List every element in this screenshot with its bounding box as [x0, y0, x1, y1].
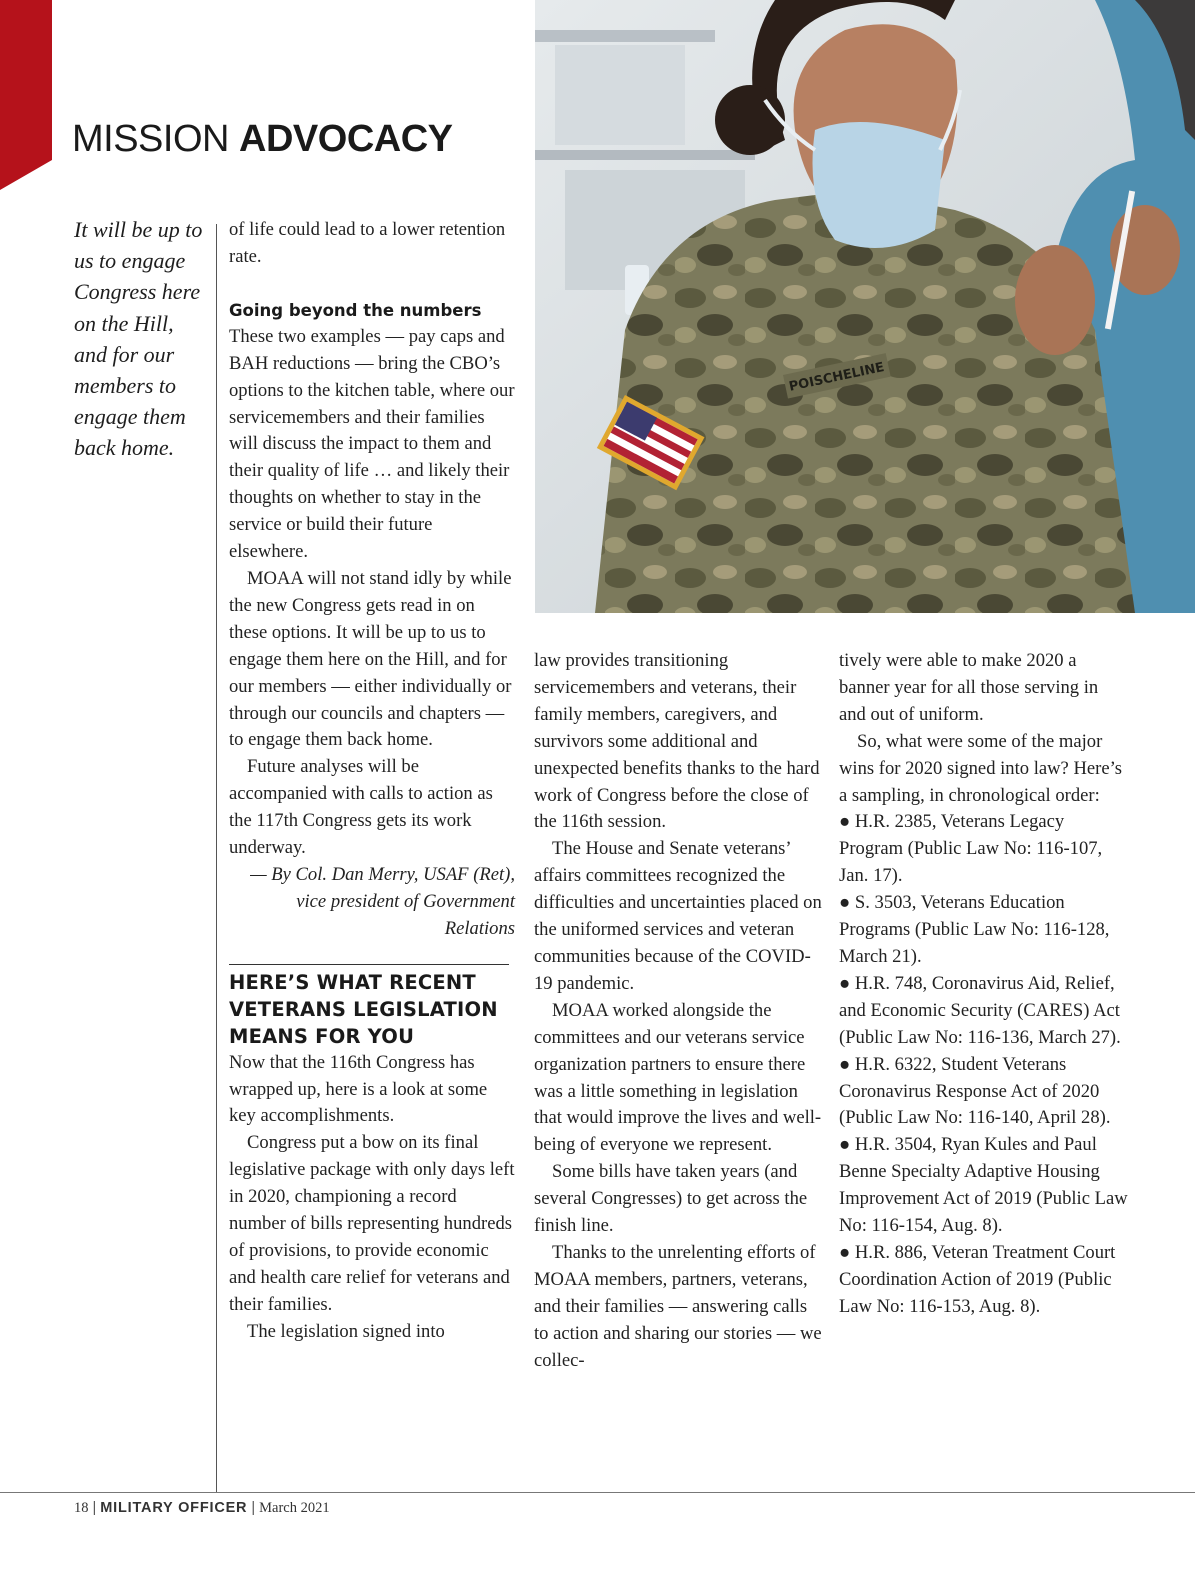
paragraph: Some bills have taken years (and several Congresses) to get across the finish line. — [534, 1161, 808, 1237]
photo-illustration — [535, 0, 1195, 613]
section-title-bold: ADVOCACY — [239, 118, 453, 160]
bill-list-item: ● H.R. 3504, Ryan Kules and Paul Benne Specialty Adaptive Housing Improvement Act of 2019 (Public Law No: 116-154, Aug. 8). — [839, 1134, 1128, 1237]
paragraph: law provides transitioning servicemembers and veterans, their family members, caregivers, and survivors some additional and unexpected benefits thanks to the hard work of Congress before the close of the 116th session. — [534, 650, 820, 833]
bill-list-item: ● H.R. 748, Coronavirus Aid, Relief, and Economic Security (CARES) Act (Public Law No: 116-136, March 27). — [839, 972, 1121, 1048]
paragraph: These two examples — pay caps and BAH reductions — bring the CBO’s options to the kitchen table, where our servicemembers and their families will discuss the impact to them and their quality of life … and likely their thoughts on whether to stay in the service or build their future elsewhere. — [229, 325, 515, 563]
paragraph: MOAA worked alongside the committees and our veterans service organization partners to ensure there was a little something in legislation that would improve the lives and well-being of everyone we represent. — [534, 999, 822, 1156]
footer-separator: | — [251, 1500, 256, 1516]
paragraph: The House and Senate veterans’ affairs committees recognized the difficulties and uncertainties placed on the uniformed services and veteran communities because of the COVID-19 pandemic. — [534, 838, 822, 994]
paragraph: of life could lead to a lower retention rate. — [229, 219, 506, 267]
article-column-3 — [839, 648, 1129, 1321]
article-column-1 — [229, 217, 515, 1346]
page-number: 18 — [74, 1500, 89, 1516]
subhead: Going beyond the numbers — [229, 300, 482, 320]
section-accent-tab — [0, 0, 52, 190]
sidebar-headline: HERE’S WHAT RECENT VETERANS LEGISLATION MEANS FOR YOU — [229, 970, 498, 1048]
bill-list-item: ● H.R. 886, Veteran Treatment Court Coordination Action of 2019 (Public Law No: 116-153, Aug. 8). — [839, 1241, 1116, 1317]
paragraph: So, what were some of the major wins for 2020 signed into law? Here’s a sampling, in chronological order: — [839, 730, 1122, 806]
footer-separator: | — [92, 1500, 97, 1516]
article-column-2 — [534, 648, 824, 1374]
bill-list-item: ● H.R. 2385, Veterans Legacy Program (Public Law No: 116-107, Jan. 17). — [839, 811, 1103, 887]
paragraph: The legislation signed into — [247, 1320, 445, 1342]
bill-list-item: ● H.R. 6322, Student Veterans Coronavirus Response Act of 2020 (Public Law No: 116-140, April 28). — [839, 1053, 1111, 1129]
section-title — [72, 118, 453, 161]
pull-quote: It will be up to us to engage Congress here on the Hill, and for our members to engage them back home. — [74, 217, 203, 461]
section-title-light: MISSION — [72, 118, 229, 160]
paragraph: tively were able to make 2020 a banner year for all those serving in and out of uniform. — [839, 650, 1099, 725]
issue-date: March 2021 — [259, 1500, 330, 1516]
author-byline: — By Col. Dan Merry, USAF (Ret), vice president of Government Relations — [250, 863, 515, 939]
name-tape-text: POISCHELINE — [787, 359, 886, 395]
sidebar-divider — [229, 964, 509, 965]
paragraph: Now that the 116th Congress has wrapped up, here is a look at some key accomplishments. — [229, 1051, 488, 1127]
paragraph: MOAA will not stand idly by while the new Congress gets read in on these options. It will be up to us to engage them here on the Hill, and for our members — either individually or through our councils and chapters — to engage them back home. — [229, 567, 512, 751]
bill-list-item: ● S. 3503, Veterans Education Programs (Public Law No: 116-128, March 21). — [839, 892, 1110, 967]
soldier-vaccine-photo — [535, 0, 1195, 613]
paragraph: Congress put a bow on its final legislative package with only days left in 2020, championing a record number of bills representing hundreds of provisions, to provide economic and health care relief for veterans and their families. — [229, 1132, 515, 1315]
paragraph: Future analyses will be accompanied with calls to action as the 117th Congress gets its work underway. — [229, 756, 493, 859]
footer-divider — [0, 1492, 1195, 1493]
column-divider — [216, 224, 217, 1492]
paragraph: Thanks to the unrelenting efforts of MOAA members, partners, veterans, and their families — answering calls to action and sharing our stories — we collec- — [534, 1241, 822, 1371]
page-footer — [74, 1498, 330, 1518]
magazine-name: MILITARY OFFICER — [100, 1500, 248, 1516]
